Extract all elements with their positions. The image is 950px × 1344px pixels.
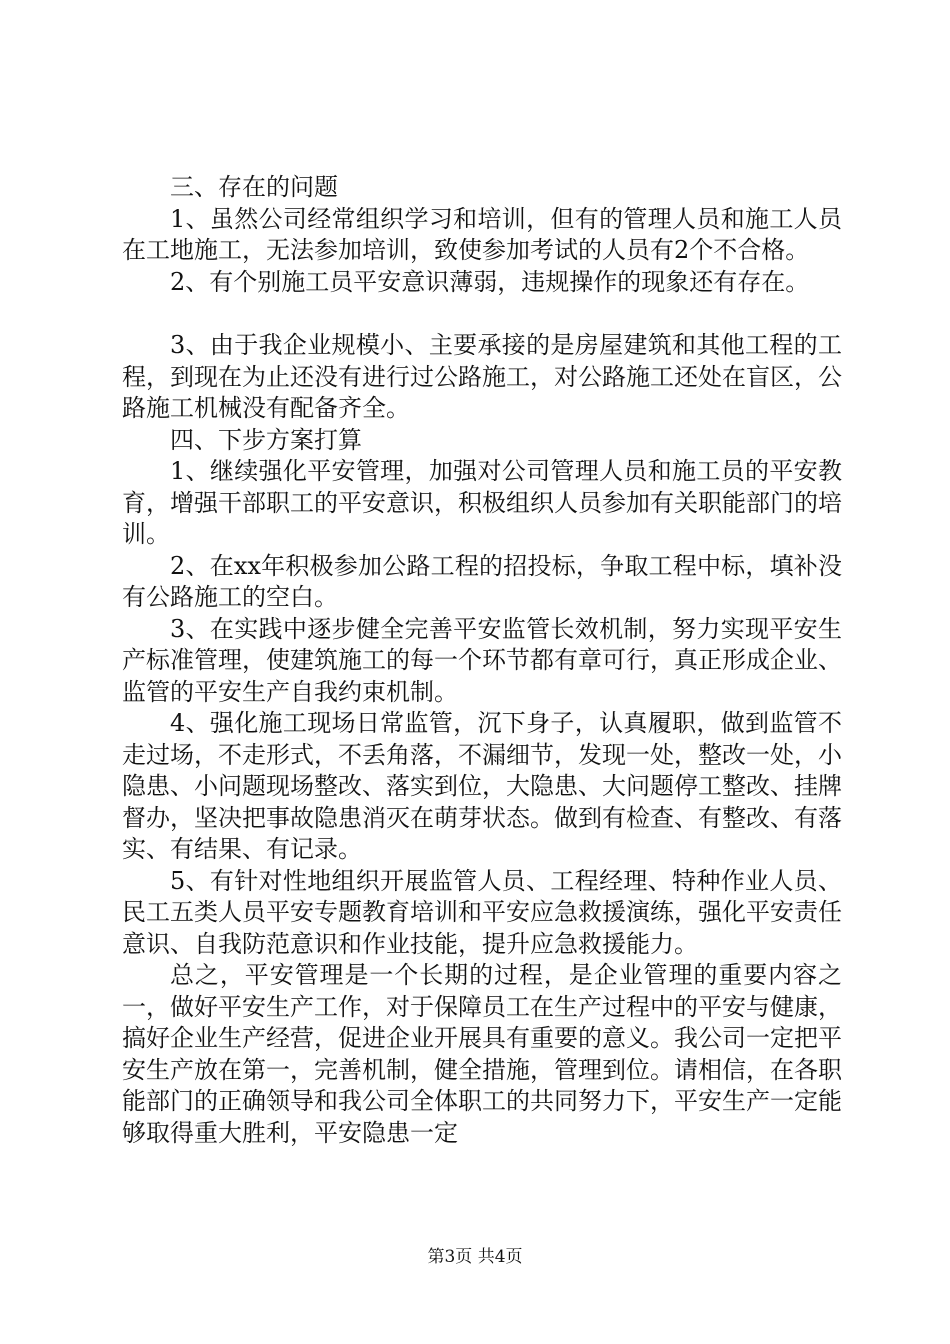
- plan-item-5: 5、有针对性地组织开展监管人员、工程经理、特种作业人员、民工五类人员平安专题教育培训和平安应急救援演练，强化平安责任意识、自我防范意识和作业技能，提升应急救援能力。: [122, 866, 842, 958]
- plan-item-2: 2、在xx年积极参加公路工程的招投标，争取工程中标，填补没有公路施工的空白。: [122, 551, 842, 611]
- conclusion-paragraph: 总之，平安管理是一个长期的过程，是企业管理的重要内容之一，做好平安生产工作，对于保障员工在生产过程中的平安与健康，搞好企业生产经营，促进企业开展具有重要的意义。我公司一定把平安生产放在第一，完善机制，健全措施，管理到位。请相信，在各职能部门的正确领导和我公司全体职工的共同努力下，平安生产一定能够取得重大胜利，平安隐患一定: [122, 961, 842, 1147]
- plan-item-3: 3、在实践中逐步健全完善平安监管长效机制，努力实现平安生产标准管理，使建筑施工的每一个环节都有章可行，真正形成企业、监管的平安生产自我约束机制。: [122, 614, 842, 706]
- problem-item-1: 1、虽然公司经常组织学习和培训，但有的管理人员和施工人员在工地施工，无法参加培训，致使参加考试的人员有2个不合格。: [122, 204, 842, 264]
- blank-line: [122, 298, 842, 330]
- page-number-footer: 第3页 共4页: [427, 1247, 523, 1267]
- section-heading-problems: 三、存在的问题: [170, 173, 338, 201]
- plan-item-1: 1、继续强化平安管理，加强对公司管理人员和施工员的平安教育，增强干部职工的平安意识，积极组织人员参加有关职能部门的培训。: [122, 457, 842, 548]
- plan-item-4: 4、强化施工现场日常监管，沉下身子，认真履职，做到监管不走过场，不走形式，不丢角落，不漏细节，发现一处，整改一处，小隐患、小问题现场整改、落实到位，大隐患、大问题停工整改、挂牌督办，坚决把事故隐患消灭在萌芽状态。做到有检查、有整改、有落实、有结果、有记录。: [122, 709, 842, 863]
- document-body: [122, 172, 842, 1149]
- section-heading-next-steps: 四、下步方案打算: [170, 425, 362, 454]
- problem-item-3: 3、由于我企业规模小、主要承接的是房屋建筑和其他工程的工程，到现在为止还没有进行过公路施工，对公路施工还处在盲区，公路施工机械没有配备齐全。: [122, 331, 842, 422]
- problem-item-2: 2、有个别施工员平安意识薄弱，违规操作的现象还有存在。: [170, 267, 810, 296]
